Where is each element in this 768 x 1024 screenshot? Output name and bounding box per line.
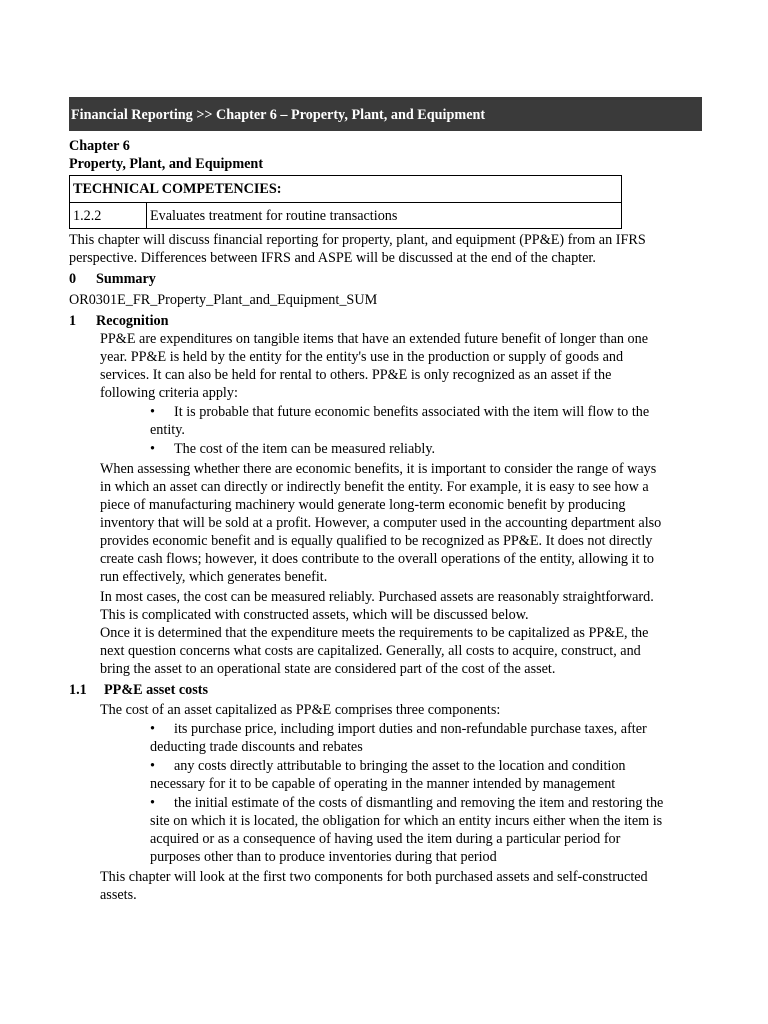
section-title: Summary <box>96 271 156 287</box>
text-line: site on which it is located, the obligation for which an entity incurs either when the item is <box>150 813 663 829</box>
text-line: necessary for it to be capable of operating in the manner intended by management <box>150 776 616 792</box>
text-line: The cost of an asset capitalized as PP&E comprises three components: <box>100 702 501 718</box>
text-line: PP&E are expenditures on tangible items that have an extended future benefit of longer than one <box>100 331 649 347</box>
chapter-name: Property, Plant, and Equipment <box>69 156 264 172</box>
text-line: run effectively, which generates benefit. <box>100 569 328 585</box>
chapter-header-bar: Financial Reporting >> Chapter 6 – Property, Plant, and Equipment <box>69 97 702 131</box>
text-line: This chapter will look at the first two components for both purchased assets and self-constructed <box>100 869 648 885</box>
recognition-paragraph-2 <box>69 460 702 586</box>
text-line: This is complicated with constructed assets, which will be discussed below. <box>100 607 529 623</box>
recognition-paragraph-4 <box>69 624 702 678</box>
text-line: bring the asset to an operational state are considered part of the cost of the asset. <box>100 661 556 677</box>
section-number: 1.1 <box>69 682 87 698</box>
text-line: Once it is determined that the expenditure meets the requirements to be capitalized as PP&E, the <box>100 625 649 641</box>
summary-code: OR0301E_FR_Property_Plant_and_Equipment_SUM <box>69 292 378 308</box>
text-line: acquired or as a consequence of having used the item during a particular period for <box>150 831 621 847</box>
costs-paragraph-1 <box>69 701 702 719</box>
text-line: following criteria apply: <box>100 385 238 401</box>
text-line: next question concerns what costs are capitalized. Generally, all costs to acquire, construct, and <box>100 643 641 659</box>
text-line: purposes other than to produce inventories during that period <box>150 849 497 865</box>
text-line: In most cases, the cost can be measured reliably. Purchased assets are reasonably straightforward. <box>100 589 654 605</box>
bullet-icon: • <box>150 795 155 811</box>
bullet-icon: • <box>150 404 155 420</box>
text-line: the initial estimate of the costs of dismantling and removing the item and restoring the <box>174 795 664 811</box>
text-line: provides economic benefit and is equally qualified to be recognized as PP&E. It does not directly <box>100 533 653 549</box>
text-line: entity. <box>150 422 185 438</box>
section-number: 1 <box>69 313 77 329</box>
bullet-icon: • <box>150 441 155 457</box>
text-line: perspective. Differences between IFRS and ASPE will be discussed at the end of the chapter. <box>69 250 596 266</box>
text-line: assets. <box>100 887 137 903</box>
text-line: year. PP&E is held by the entity for the entity's use in the production or supply of goods and <box>100 349 624 365</box>
bullet-icon: • <box>150 721 155 737</box>
competency-code: 1.2.2 <box>70 203 147 229</box>
section-title: Recognition <box>96 313 169 329</box>
section-heading-summary <box>69 270 702 288</box>
recognition-paragraph-3 <box>69 588 702 624</box>
competencies-table <box>69 175 622 229</box>
section-heading-recognition <box>69 312 702 330</box>
bullet-item <box>69 720 702 756</box>
competencies-header: TECHNICAL COMPETENCIES: <box>70 176 622 203</box>
bullet-icon: • <box>150 758 155 774</box>
text-line: This chapter will discuss financial reporting for property, plant, and equipment (PP&E) from an IFRS <box>69 232 646 248</box>
text-line: in which an asset can directly or indirectly benefit the entity. For example, it is easy to see how a <box>100 479 649 495</box>
bullet-item <box>69 757 702 793</box>
section-title: PP&E asset costs <box>104 682 209 698</box>
bullet-item <box>69 794 702 866</box>
competency-text: Evaluates treatment for routine transactions <box>147 203 622 229</box>
text-line: its purchase price, including import duties and non-refundable purchase taxes, after <box>174 721 647 737</box>
text-line: When assessing whether there are economic benefits, it is important to consider the range of ways <box>100 461 657 477</box>
document-page <box>69 97 702 904</box>
text-line: inventory that will be sold at a profit. However, a computer used in the accounting department also <box>100 515 662 531</box>
text-line: services. It can also be held for rental to others. PP&E is only recognized as an asset if the <box>100 367 612 383</box>
chapter-number: Chapter 6 <box>69 138 130 154</box>
bullet-item <box>69 440 702 458</box>
table-row <box>70 203 622 229</box>
text-line: deducting trade discounts and rebates <box>150 739 363 755</box>
intro-paragraph <box>69 231 702 267</box>
recognition-paragraph-1 <box>69 330 702 402</box>
text-line: The cost of the item can be measured reliably. <box>174 441 436 457</box>
bullet-item <box>69 403 702 439</box>
section-number: 0 <box>69 271 77 287</box>
text-line: create cash flows; however, it does contribute to the overall operations of the entity, allowing it to <box>100 551 655 567</box>
costs-paragraph-2 <box>69 868 702 904</box>
chapter-title <box>69 137 702 173</box>
text-line: piece of manufacturing machinery would generate long-term economic benefit by producing <box>100 497 626 513</box>
text-line: any costs directly attributable to bringing the asset to the location and condition <box>174 758 626 774</box>
text-line: It is probable that future economic benefits associated with the item will flow to the <box>174 404 650 420</box>
section-heading-asset-costs <box>69 681 702 699</box>
